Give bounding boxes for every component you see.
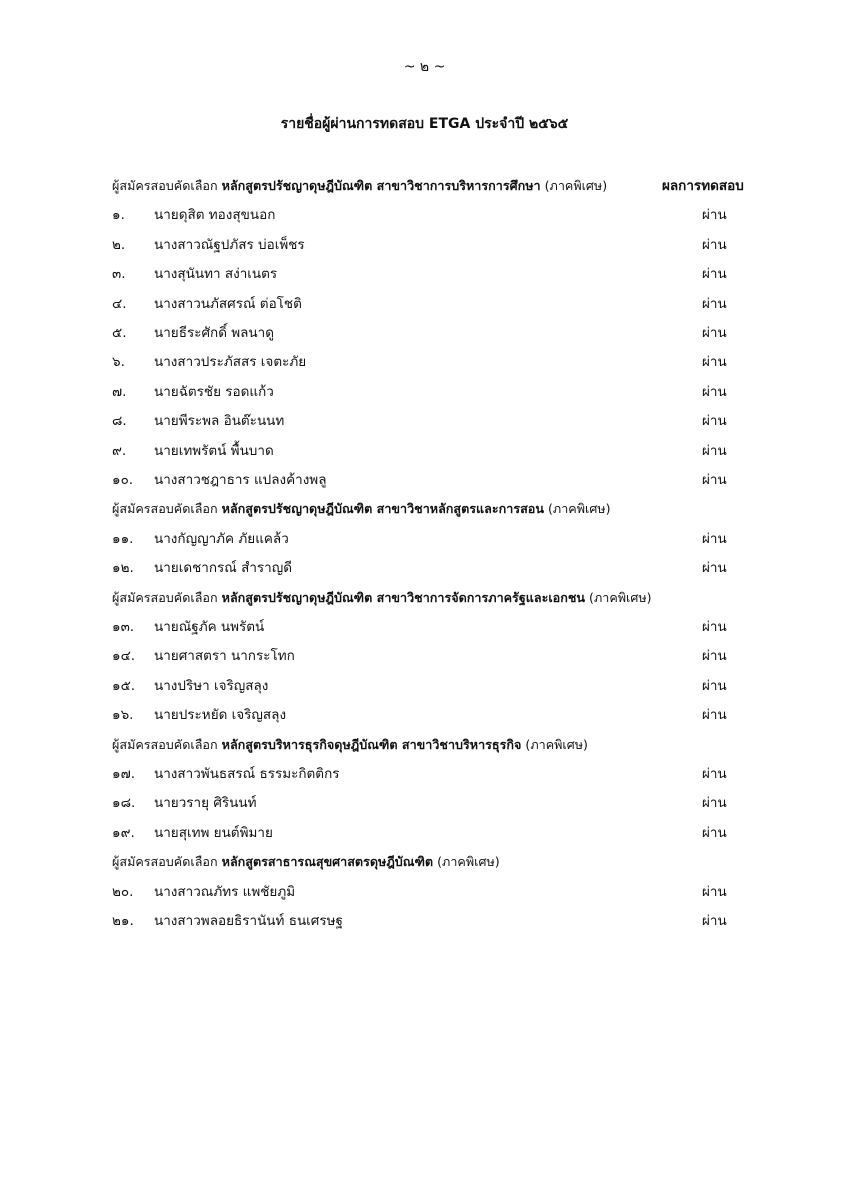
candidate-number: ๖. xyxy=(112,354,125,371)
candidate-row xyxy=(0,759,849,789)
candidate-result: ผ่าน xyxy=(702,354,727,371)
group-suffix: (ภาคพิเศษ) xyxy=(544,178,608,193)
candidate-row xyxy=(0,318,849,348)
candidate-number: ๑๒. xyxy=(112,560,134,577)
candidate-row xyxy=(0,200,849,230)
course-title: หลักสูตรปรัชญาดุษฎีบัณฑิต สาขาวิชาการจัดการภาครัฐและเอกชน xyxy=(221,589,586,605)
candidate-number: ๑๑. xyxy=(112,530,134,547)
group-header-row xyxy=(0,583,849,613)
group-prefix: ผู้สมัครสอบคัดเลือก xyxy=(112,501,218,517)
candidate-row xyxy=(0,671,849,701)
candidate-number: ๑๙. xyxy=(112,824,135,841)
page-number: ~ ๒ ~ xyxy=(403,59,446,75)
candidate-number: ๒๐. xyxy=(112,883,134,900)
candidate-result: ผ่าน xyxy=(702,883,727,900)
candidate-number: ๑๖. xyxy=(112,707,134,724)
candidate-name: นายวรายุ ศิรินนท์ xyxy=(154,795,257,812)
candidate-row xyxy=(0,289,849,319)
group-prefix: ผู้สมัครสอบคัดเลือก xyxy=(112,736,218,752)
candidate-number: ๔. xyxy=(112,295,127,312)
candidate-name: นายพีระพล อินต๊ะนนท xyxy=(154,413,285,430)
candidate-row xyxy=(0,436,849,466)
candidate-name: นางกัญญาภัค ภัยแคล้ว xyxy=(154,530,289,547)
candidate-row xyxy=(0,347,849,377)
candidate-row xyxy=(0,465,849,495)
candidate-name: นางสาวพันธสรณ์ ธรรมะกิตติกร xyxy=(154,766,340,782)
candidate-result: ผ่าน xyxy=(702,530,727,547)
candidate-row xyxy=(0,524,849,554)
candidate-row xyxy=(0,406,849,436)
candidate-row xyxy=(0,906,849,936)
group-header xyxy=(112,583,652,613)
candidate-number: ๙. xyxy=(112,442,127,459)
candidate-name: นางสาวประภัสสร เจตะภัย xyxy=(154,354,307,371)
candidate-row xyxy=(0,641,849,671)
document-title: รายชื่อผู้ผ่านการทดสอบ ETGA ประจำปี ๒๕๖๕ xyxy=(280,116,569,132)
candidate-row xyxy=(0,818,849,848)
group-suffix: (ภาคพิเศษ) xyxy=(548,501,611,517)
candidate-result: ผ่าน xyxy=(702,560,727,577)
candidate-name: นายณัฐภัค นพรัตน์ xyxy=(154,619,265,635)
candidate-name: นายเทพรัตน์ พื้นบาด xyxy=(154,442,274,459)
candidate-row xyxy=(0,700,849,730)
candidate-number: ๑๗. xyxy=(112,766,136,782)
course-title: หลักสูตรปรัชญาดุษฎีบัณฑิต สาขาวิชาหลักสูตรและการสอน xyxy=(221,501,544,517)
candidate-row xyxy=(0,377,849,407)
candidate-row xyxy=(0,259,849,289)
candidate-number: ๘. xyxy=(112,413,127,430)
course-title: หลักสูตรบริหารธุรกิจดุษฎีบัณฑิต สาขาวิชาบริหารธุรกิจ xyxy=(221,736,522,752)
candidate-name: นายธีระศักดิ์ พลนาดู xyxy=(154,325,275,341)
candidate-result: ผ่าน xyxy=(702,619,727,635)
group-suffix: (ภาคพิเศษ) xyxy=(525,736,588,752)
candidate-number: ๑๕. xyxy=(112,677,136,694)
course-title: หลักสูตรปรัชญาดุษฎีบัณฑิต สาขาวิชาการบริหารการศึกษา xyxy=(221,178,541,193)
candidate-number: ๕. xyxy=(112,325,127,341)
candidate-row xyxy=(0,612,849,642)
candidate-result: ผ่าน xyxy=(702,472,727,488)
candidate-number: ๑๔. xyxy=(112,648,136,665)
candidate-result: ผ่าน xyxy=(702,648,727,665)
group-header-row xyxy=(0,494,849,524)
candidate-number: ๓. xyxy=(112,266,126,283)
candidate-name: นายเดชากรณ์ สำราญดี xyxy=(154,560,293,577)
candidate-result: ผ่าน xyxy=(702,295,727,312)
group-prefix: ผู้สมัครสอบคัดเลือก xyxy=(112,854,218,870)
candidate-result: ผ่าน xyxy=(702,824,727,841)
candidate-result: ผ่าน xyxy=(702,677,727,694)
candidate-result: ผ่าน xyxy=(702,442,727,459)
candidate-name: นางสาวณภัทร แพชัยภูมิ xyxy=(154,883,296,900)
group-suffix: (ภาคพิเศษ) xyxy=(437,854,500,870)
result-column-header: ผลการทดสอบ xyxy=(662,178,744,194)
candidate-number: ๑๓. xyxy=(112,619,135,635)
candidate-result: ผ่าน xyxy=(702,325,727,341)
candidate-number: ๑๐. xyxy=(112,472,134,488)
candidate-row xyxy=(0,788,849,818)
group-header-row xyxy=(0,730,849,760)
candidate-result: ผ่าน xyxy=(702,766,727,782)
candidate-name: นายฉัตรชัย รอดแก้ว xyxy=(154,383,274,400)
candidate-result: ผ่าน xyxy=(702,236,727,253)
candidate-row xyxy=(0,553,849,583)
candidate-name: นางปริษา เจริญสลุง xyxy=(154,677,269,694)
candidate-result: ผ่าน xyxy=(702,795,727,812)
candidate-result: ผ่าน xyxy=(702,413,727,430)
group-header xyxy=(112,730,588,760)
candidate-result: ผ่าน xyxy=(702,707,727,724)
candidate-name: นายสุเทพ ยนต์พิมาย xyxy=(154,824,273,841)
group-header-row xyxy=(0,847,849,877)
candidate-number: ๒๑. xyxy=(112,913,134,929)
candidate-name: นายดุสิต ทองสุขนอก xyxy=(154,207,276,224)
group-header xyxy=(112,494,611,524)
group-header xyxy=(112,847,500,877)
candidate-result: ผ่าน xyxy=(702,207,727,224)
group-prefix: ผู้สมัครสอบคัดเลือก xyxy=(112,178,218,193)
group-header xyxy=(112,171,607,201)
candidate-result: ผ่าน xyxy=(702,383,727,400)
candidate-number: ๑. xyxy=(112,207,125,224)
course-title: หลักสูตรสาธารณสุขศาสตรดุษฎีบัณฑิต xyxy=(221,854,434,870)
candidate-row xyxy=(0,230,849,260)
candidate-number: ๗. xyxy=(112,383,127,400)
candidate-name: นางสาวนภัสศรณ์ ต่อโชติ xyxy=(154,295,302,312)
group-header-row xyxy=(0,171,849,201)
candidate-name: นางสุนันทา สง่าเนตร xyxy=(154,266,278,283)
candidate-name: นายศาสตรา นากระโทก xyxy=(154,648,295,665)
candidate-number: ๒. xyxy=(112,236,126,253)
candidate-row xyxy=(0,877,849,907)
candidate-name: นายประหยัด เจริญสลุง xyxy=(154,707,287,724)
candidate-name: นางสาวพลอยธิรานันท์ ธนเศรษฐ xyxy=(154,913,343,929)
group-suffix: (ภาคพิเศษ) xyxy=(589,589,652,605)
candidate-result: ผ่าน xyxy=(702,913,727,929)
candidate-result: ผ่าน xyxy=(702,266,727,283)
candidate-name: นางสาวณัฐปภัสร บ่อเพ็ชร xyxy=(154,236,305,253)
candidate-number: ๑๘. xyxy=(112,795,136,812)
group-prefix: ผู้สมัครสอบคัดเลือก xyxy=(112,589,218,605)
candidate-name: นางสาวชฎาธาร แปลงค้างพลู xyxy=(154,472,327,488)
